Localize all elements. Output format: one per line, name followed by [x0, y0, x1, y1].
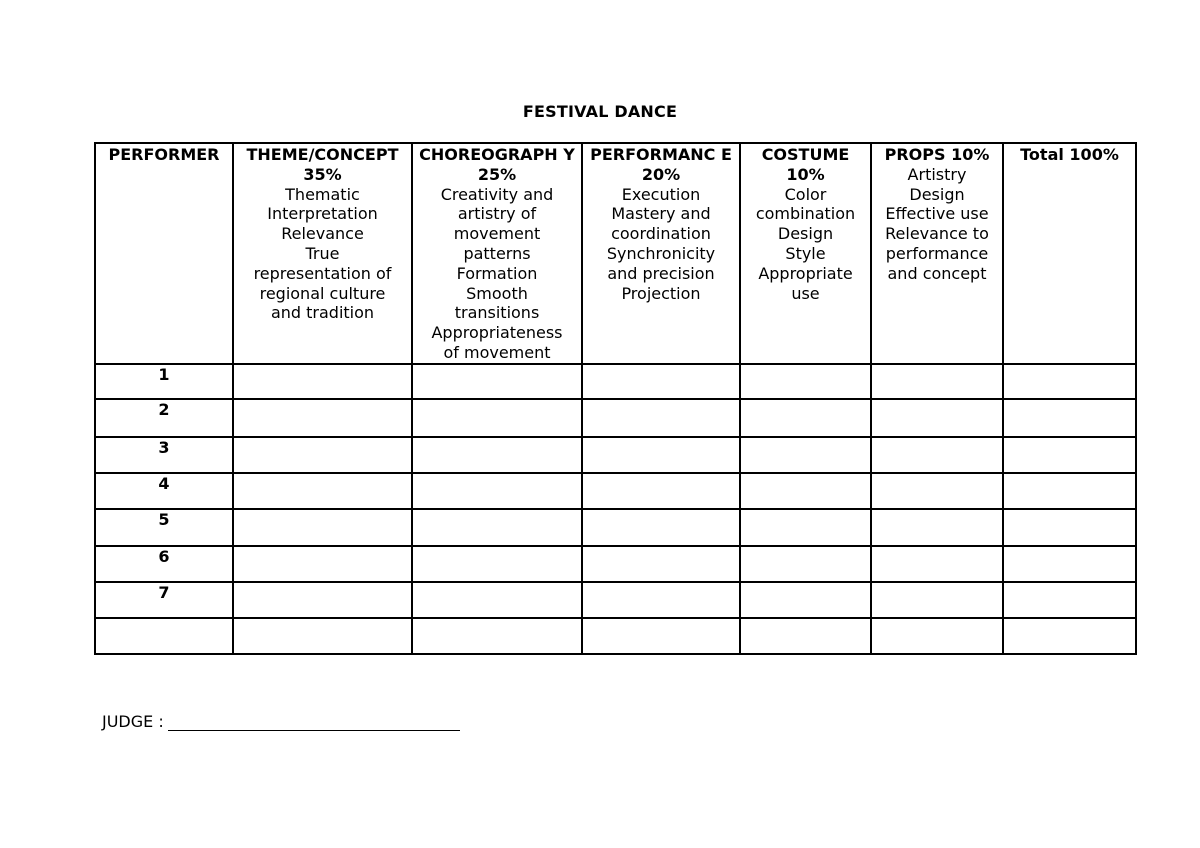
score-cell-props[interactable] — [871, 437, 1003, 473]
header-theme-concept-criteria: Thematic Interpretation Relevance True representation of regional culture and tradition — [253, 184, 392, 323]
header-choreography — [412, 143, 582, 364]
score-cell-total[interactable] — [1003, 618, 1136, 654]
score-cell-theme[interactable] — [233, 509, 412, 546]
header-costume — [740, 143, 871, 364]
table-row — [95, 437, 1136, 473]
score-cell-props[interactable] — [871, 473, 1003, 509]
score-cell-props[interactable] — [871, 618, 1003, 654]
table-row — [95, 473, 1136, 509]
score-cell-choreography[interactable] — [412, 399, 582, 437]
header-theme-concept-title: THEME/CONCEPT 35% — [246, 145, 399, 184]
score-cell-props[interactable] — [871, 546, 1003, 582]
score-cell-performance[interactable] — [582, 399, 740, 437]
performer-number: 6 — [95, 546, 233, 582]
score-cell-choreography[interactable] — [412, 364, 582, 399]
score-cell-costume[interactable] — [740, 437, 871, 473]
score-cell-performance[interactable] — [582, 364, 740, 399]
judge-signature-line[interactable] — [168, 712, 460, 731]
score-cell-props[interactable] — [871, 364, 1003, 399]
score-cell-theme[interactable] — [233, 546, 412, 582]
score-cell-performance[interactable] — [582, 437, 740, 473]
score-cell-total[interactable] — [1003, 364, 1136, 399]
table-row — [95, 582, 1136, 618]
header-props-criteria: Artistry Design Effective use Relevance to performance and concept — [885, 164, 989, 283]
performer-number: 4 — [95, 473, 233, 509]
header-performance-criteria: Execution Mastery and coordination Synchronicity and precision Projection — [606, 184, 716, 303]
table-row — [95, 546, 1136, 582]
header-total-title: Total 100% — [1020, 145, 1119, 164]
score-cell-total[interactable] — [1003, 473, 1136, 509]
score-cell-theme[interactable] — [233, 618, 412, 654]
header-performer — [95, 143, 233, 364]
header-performance-title: PERFORMANC E 20% — [590, 145, 732, 184]
header-choreography-criteria: Creativity and artistry of movement patterns Formation Smooth transitions Appropriateness of movement — [431, 184, 563, 362]
score-cell-costume[interactable] — [740, 473, 871, 509]
table-row — [95, 509, 1136, 546]
score-cell-props[interactable] — [871, 509, 1003, 546]
score-cell-props[interactable] — [871, 399, 1003, 437]
header-costume-criteria: Color combination Design Style Appropriate use — [755, 184, 856, 303]
table-row — [95, 364, 1136, 399]
score-cell-total[interactable] — [1003, 437, 1136, 473]
performer-number: 2 — [95, 399, 233, 437]
header-performance — [582, 143, 740, 364]
score-cell-costume[interactable] — [740, 509, 871, 546]
judge-signature-area — [102, 712, 460, 731]
score-cell-total[interactable] — [1003, 582, 1136, 618]
table-row — [95, 399, 1136, 437]
score-cell-performance[interactable] — [582, 582, 740, 618]
header-props-title: PROPS 10% — [884, 145, 990, 164]
header-row — [95, 143, 1136, 364]
score-cell-costume[interactable] — [740, 582, 871, 618]
score-cell-theme[interactable] — [233, 582, 412, 618]
rubric-table — [94, 142, 1137, 655]
performer-number: 1 — [95, 364, 233, 399]
score-cell-choreography[interactable] — [412, 509, 582, 546]
score-cell-total[interactable] — [1003, 399, 1136, 437]
score-cell-total[interactable] — [1003, 546, 1136, 582]
score-cell-costume[interactable] — [740, 364, 871, 399]
score-cell-total[interactable] — [1003, 509, 1136, 546]
score-cell-props[interactable] — [871, 582, 1003, 618]
score-cell-performance[interactable] — [582, 546, 740, 582]
score-cell-choreography[interactable] — [412, 473, 582, 509]
score-cell-theme[interactable] — [233, 473, 412, 509]
header-total — [1003, 143, 1136, 364]
header-props — [871, 143, 1003, 364]
score-cell-costume[interactable] — [740, 546, 871, 582]
judge-label: JUDGE : — [102, 712, 164, 731]
performer-number: 7 — [95, 582, 233, 618]
score-cell-choreography[interactable] — [412, 546, 582, 582]
score-cell-performance[interactable] — [582, 509, 740, 546]
table-row — [95, 618, 1136, 654]
score-cell-theme[interactable] — [233, 399, 412, 437]
header-costume-title: COSTUME 10% — [761, 145, 850, 184]
score-cell-theme[interactable] — [233, 364, 412, 399]
score-cell-choreography[interactable] — [412, 437, 582, 473]
score-cell-costume[interactable] — [740, 618, 871, 654]
performer-number: 3 — [95, 437, 233, 473]
header-choreography-title: CHOREOGRAPH Y 25% — [419, 145, 575, 184]
performer-number[interactable] — [95, 618, 233, 654]
header-theme-concept — [233, 143, 412, 364]
score-cell-performance[interactable] — [582, 473, 740, 509]
score-cell-choreography[interactable] — [412, 618, 582, 654]
performer-number: 5 — [95, 509, 233, 546]
header-performer-title: PERFORMER — [108, 145, 220, 164]
score-cell-costume[interactable] — [740, 399, 871, 437]
score-cell-theme[interactable] — [233, 437, 412, 473]
score-cell-performance[interactable] — [582, 618, 740, 654]
document-title: FESTIVAL DANCE — [522, 102, 678, 121]
score-cell-choreography[interactable] — [412, 582, 582, 618]
